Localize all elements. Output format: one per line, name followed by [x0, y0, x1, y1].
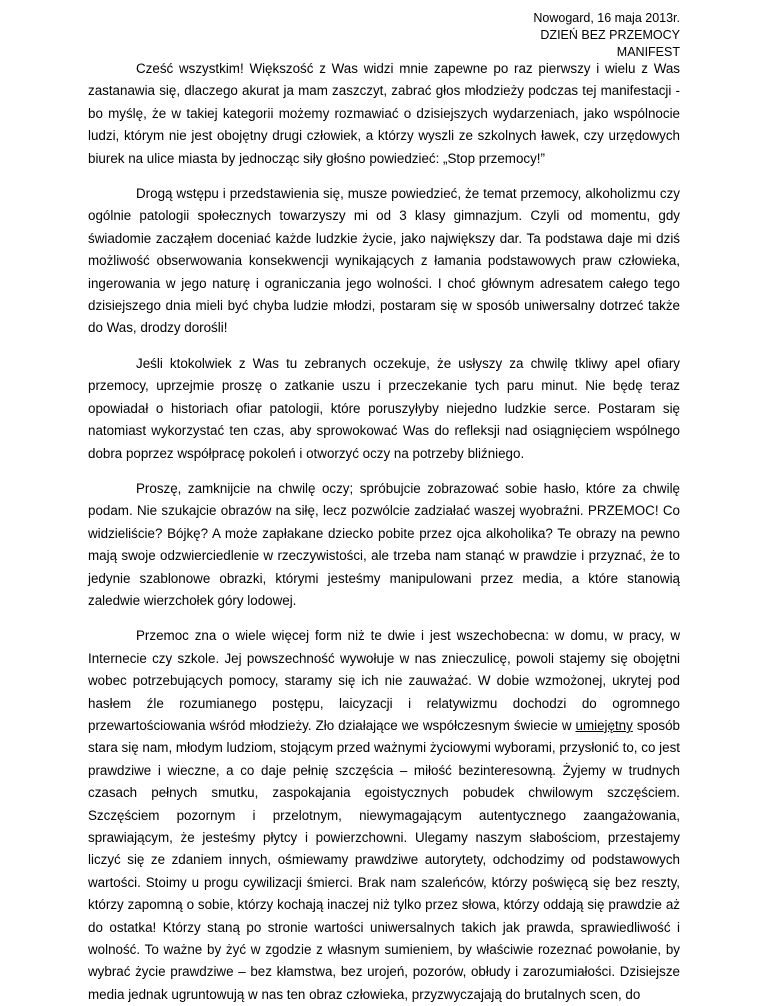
paragraph-3: Jeśli ktokolwiek z Was tu zebranych oczekuje, że usłyszy za chwilę tkliwy apel ofiary przemocy, uprzejmie proszę o zatkanie uszu i przeczekanie tych paru minut. Nie będę teraz opowiadał o historiach ofiar patologii, które poruszyłyby niejedno ludzkie serce. Postaram się natomiast wykorzystać ten czas, aby sprowokować Was do refleksji nad osiągnięciem wspólnego dobra poprzez współpracę pokoleń i otworzyć oczy na potrzeby bliźniego.	[88, 355, 680, 461]
paragraph-5	[88, 625, 680, 1006]
manifest-body	[88, 58, 680, 1006]
paragraph-4: Proszę, zamknijcie na chwilę oczy; spróbujcie zobrazować sobie hasło, które za chwilę podam. Nie szukajcie obrazów na siłę, lecz pozwólcie zadziałać waszej wyobraźni. PRZEMOC! Co widzieliście? Bójkę? A może zapłakane dziecko pobite przez ojca alkoholika? Te obrazy na pewno mają swoje odzwierciedlenie w rzeczywistości, ale trzeba nam stanąć w prawdzie i przyznać, że to jedynie szablonowe obrazki, którymi jesteśmy manipulowani przez media, a które stanowią zaledwie wierzchołek góry lodowej.	[88, 480, 680, 608]
place-date: Nowogard, 16 maja 2013r.	[533, 11, 680, 25]
paragraph-1: Cześć wszystkim! Większość z Was widzi mnie zapewne po raz pierwszy i wielu z Was zastanawia się, dlaczego akurat ja mam zaszczyt, zabrać głos młodzieży podczas tej manifestacji - bo myślę, że w takiej kategorii możemy rozmawiać o dzisiejszych wydarzeniach, jako wspólnocie ludzi, którym nie jest obojętny drugi człowiek, a którzy wyszli ze szkolnych ławek, czy urzędowych biurek na ulice miasta by jednocząc siły głośno powiedzieć: „Stop przemocy!”	[88, 61, 680, 166]
paragraph-2: Drogą wstępu i przedstawienia się, musze powiedzieć, że temat przemocy, alkoholizmu czy ogólnie patologii społecznych towarzyszy mi od 3 klasy gimnazjum. Czyli od momentu, gdy świadomie zacząłem doceniać każde ludzkie życie, jako największy dar. Ta podstawa daje mi dziś możliwość obserwowania konsekwencji wynikających z łamania podstawowych praw człowieka, ingerowania w jego naturę i ograniczania jego wolności. I choć głównym adresatem całego tego dzisiejszego dnia mieli być chyba ludzie młodzi, postaram się w sposób uniwersalny dotrzeć także do Was, drodzy dorośli!	[88, 186, 680, 336]
paragraph-5-text-before: Przemoc zna o wiele więcej form niż te dwie i jest wszechobecna: w domu, w pracy, w Internecie czy szkole. Jej powszechność wywołuje w nas znieczulicę, powoli stajemy się obojętni wobec potrzebujących pomocy, staramy się ich nie zauważać. W dobie wzmożonej, ukrytej pod hasłem źle rozumianego postępu, laicyzacji i relatywizmu dochodzi do ogromnego przewartościowania wśród młodzieży. Zło działające we współczesnym świecie w	[88, 628, 680, 733]
paragraph-5-text-after: sposób stara się nam, młodym ludziom, stojącym przed ważnymi życiowymi wyborami, przysłonić to, co jest prawdziwe i wieczne, a co daje pełnię szczęścia – miłość bezinteresowną. Żyjemy w trudnych czasach pełnych smutku, zaspokajania egoistycznych pobudek chwilowym szczęściem. Szczęściem pozornym i przelotnym, niewymagającym autentycznego zaangażowania, sprawiającym, że jesteśmy płytcy i powierzchowni. Ulegamy naszym słabościom, przestajemy liczyć się ze zdaniem innych, ośmiewamy prawdziwe autorytety, odchodzimy od podstawowych wartości. Stoimy u progu cywilizacji śmierci. Brak nam szaleńców, którzy poświęcą się bez reszty, którzy zapomną o sobie, którzy kochają inaczej niż tylko przez słowa, którzy oddają się prawdzie aż do ostatka! Którzy staną po stronie wartości uniwersalnych takich jak prawda, sprawiedliwość i wolność. To ważne by żyć w zgodzie z własnym sumieniem, by właściwie rozeznać powołanie, by wybrać życie prawdziwe – bez kłamstwa, bez urojeń, pozorów, obłudy i zarozumiałości. Dzisiejsze media jednak ugruntowują w nas ten obraz człowieka, przyzwyczajają do brutalnych scen, do	[88, 717, 680, 1002]
document-header	[88, 10, 680, 61]
event-title: DZIEŃ BEZ PRZEMOCY	[540, 28, 680, 42]
document-type: MANIFEST	[616, 45, 680, 59]
underlined-word: umiejętny	[575, 717, 633, 733]
